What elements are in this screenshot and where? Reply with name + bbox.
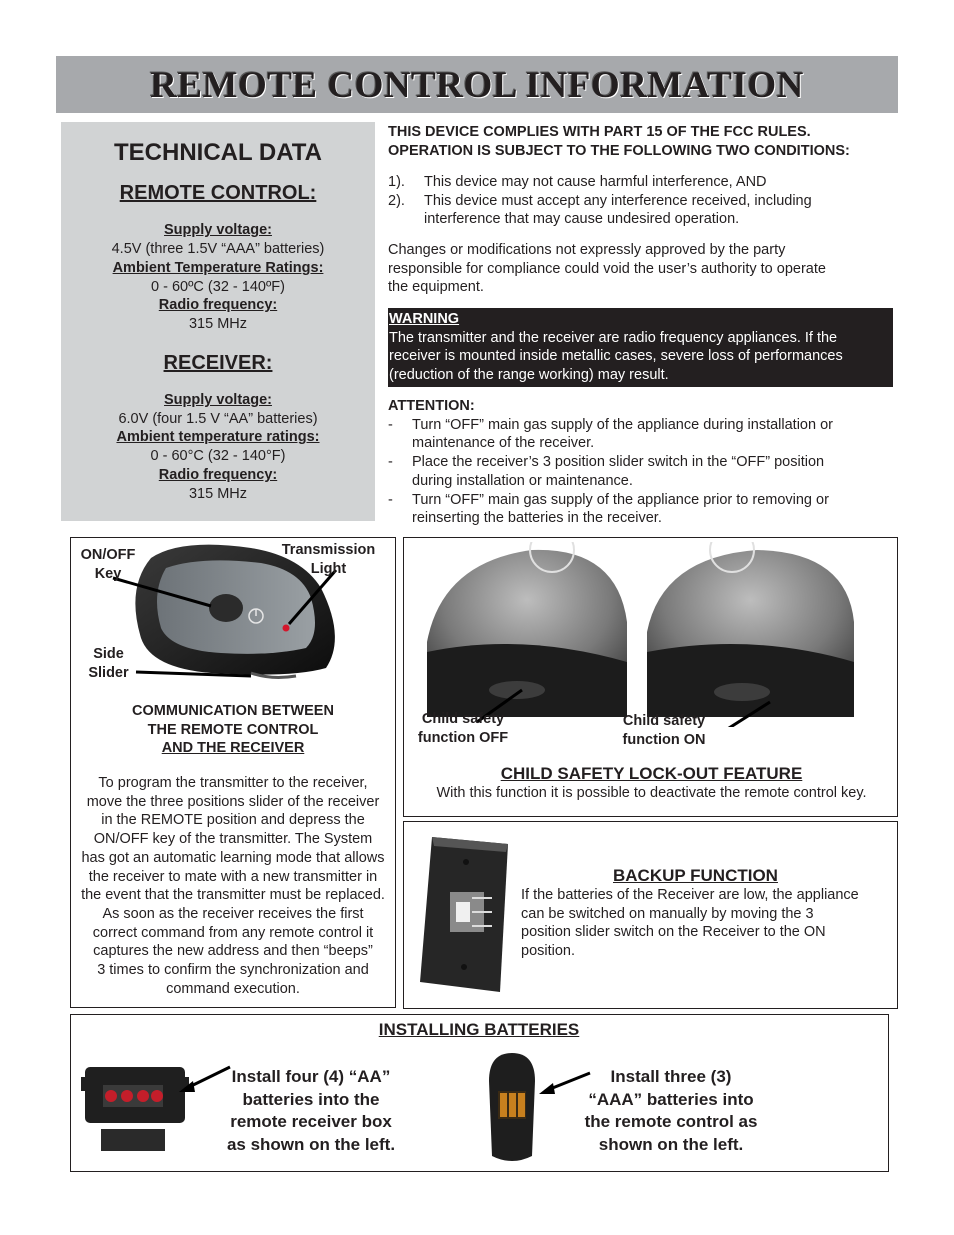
backup-function-heading: BACKUP FUNCTION [613,866,778,885]
instruction-line: remote receiver box [230,1112,392,1131]
technical-data-panel [61,122,375,521]
child-safety-heading: CHILD SAFETY LOCK-OUT FEATURE [500,764,803,783]
warning-box [388,308,893,387]
paragraph-line: move the three positions slider of the receiver [86,793,380,810]
list-text: Turn “OFF” main gas supply of the appliance during installation or [412,416,833,433]
installing-batteries-box [70,1014,889,1172]
receiver-batteries-instruction [206,1066,416,1156]
label-line: Side [93,646,124,662]
heading-line: AND THE RECEIVER [161,740,305,757]
paragraph-line: 3 times to confirm the synchronization and [97,962,369,979]
receiver-heading: RECEIVER: [163,352,273,374]
child-safety-off-label [408,710,518,747]
transmission-light-label [271,541,386,578]
attention-section [388,397,898,528]
installing-batteries-heading: INSTALLING BATTERIES [378,1020,580,1039]
list-item [388,491,898,528]
list-item [388,173,898,192]
label-line: function ON [622,731,706,748]
list-text: during installation or maintenance. [412,472,633,489]
paragraph-line: command execution. [166,980,300,997]
remote-supply-value: 4.5V (three 1.5V “AAA” batteries) [111,241,325,257]
remote-supply-label: Supply voltage: [164,222,272,238]
paragraph-line: correct command from any remote control it [92,924,374,941]
remote-radio-value: 315 MHz [188,316,248,332]
paragraph-line: the event that the transmitter must be replaced. [81,887,385,904]
label-line: Child safety [622,713,706,729]
list-item [388,192,898,229]
paragraph-line: captures the new address and then “beeps” [93,943,373,960]
fcc-changes-paragraph [388,241,898,297]
paragraph-line: Changes or modifications not expressly approved by the party [388,242,786,258]
communication-heading [71,702,395,758]
list-text: This device must accept any interference received, including [424,192,812,209]
paragraph-line: position. [521,943,576,960]
page-header [56,56,898,113]
list-number: 2). [388,192,405,209]
list-number: 1). [388,174,405,190]
remote-temp-value: 0 - 60ºC (32 - 140ºF) [151,279,285,295]
child-safety-images [422,542,882,727]
instruction-line: as shown on the left. [226,1134,396,1154]
label-line: Slider [88,664,129,681]
instruction-line: the remote control as [584,1112,758,1131]
list-text: This device may not cause harmful interference, AND [424,174,767,190]
receiver-image [412,832,514,997]
list-text: reinserting the batteries in the receiver. [412,510,662,527]
instruction-line: shown on the left. [598,1134,744,1154]
paragraph-line: ON/OFF key of the transmitter. The System [93,831,373,848]
heading-line: THE REMOTE CONTROL [147,721,319,738]
list-text: interference that may cause undesired operation. [424,211,740,228]
list-dash: - [388,416,393,433]
technical-data-title: TECHNICAL DATA [114,139,322,166]
receiver-radio-label: Radio frequency: [158,467,278,483]
remote-radio-label: Radio frequency: [158,297,278,313]
list-text: maintenance of the receiver. [412,435,595,452]
receiver-temp-label: Ambient temperature ratings: [116,429,320,445]
side-slider-label [76,645,141,682]
instruction-line: Install four (4) “AA” [231,1067,391,1086]
paragraph-line: the equipment. [388,279,484,296]
warning-line: receiver is mounted inside metallic cases, severe loss of performances [389,348,843,365]
attention-heading: ATTENTION: [388,398,475,414]
list-dash: - [388,491,393,508]
paragraph-line: the receiver to mate with a new transmitter in [88,868,378,885]
remote-batteries-image [484,1051,540,1166]
instruction-line: “AAA” batteries into [588,1089,754,1109]
instruction-line: Install three (3) [610,1067,732,1086]
fcc-heading-line: OPERATION IS SUBJECT TO THE FOLLOWING TWO CONDITIONS: [388,142,850,159]
label-line: ON/OFF [80,547,136,563]
receiver-supply-label: Supply voltage: [164,392,272,408]
backup-function-box [403,821,898,1009]
child-safety-box [403,537,898,817]
remote-communication-box [70,537,396,1008]
paragraph-line: responsible for compliance could void the user’s authority to operate [388,260,826,277]
label-line: function OFF [417,729,509,746]
on-off-key-label [73,546,143,583]
page-title: REMOTE CONTROL INFORMATION [150,65,804,106]
fcc-conditions-list [388,173,898,229]
paragraph-line: can be switched on manually by moving the 3 [521,905,814,922]
heading-line: COMMUNICATION BETWEEN [132,703,334,719]
paragraph-line: If the batteries of the Receiver are low, the appliance [521,887,859,903]
paragraph-line: To program the transmitter to the receiver, [98,775,368,791]
list-item [388,453,898,490]
paragraph-line: As soon as the receiver receives the first [102,905,364,922]
child-safety-on-label [609,712,719,749]
label-line: Transmission [281,542,376,558]
list-text: Place the receiver’s 3 position slider switch in the “OFF” position [412,454,825,471]
remote-control-heading: REMOTE CONTROL: [119,182,317,204]
list-text: Turn “OFF” main gas supply of the appliance prior to removing or [412,491,829,508]
list-dash: - [388,454,393,471]
instruction-line: batteries into the [242,1089,380,1109]
list-item [388,416,898,453]
label-line: Light [310,560,347,577]
remote-temp-label: Ambient Temperature Ratings: [112,260,324,276]
communication-body [68,774,398,998]
backup-function-body [521,886,896,961]
warning-line: The transmitter and the receiver are radio frequency appliances. If the [389,329,838,346]
receiver-temp-value: 0 - 60°C (32 - 140°F) [150,448,286,464]
child-safety-body: With this function it is possible to deactivate the remote control key. [436,785,867,801]
fcc-heading [388,123,898,160]
receiver-radio-value: 315 MHz [188,486,248,502]
fcc-heading-line: THIS DEVICE COMPLIES WITH PART 15 OF THE FCC RULES. [388,124,811,140]
paragraph-line: position slider switch on the Receiver to the ON [521,924,826,941]
label-line: Child safety [421,711,505,727]
paragraph-line: in the REMOTE position and depress the [101,812,365,829]
label-line: Key [94,565,122,582]
paragraph-line: has got an automatic learning mode that allows [81,849,385,866]
receiver-supply-value: 6.0V (four 1.5 V “AA” batteries) [118,411,318,427]
remote-batteries-instruction [561,1066,781,1156]
warning-heading: WARNING [389,311,460,327]
warning-line: (reduction of the range working) may result. [389,367,669,384]
